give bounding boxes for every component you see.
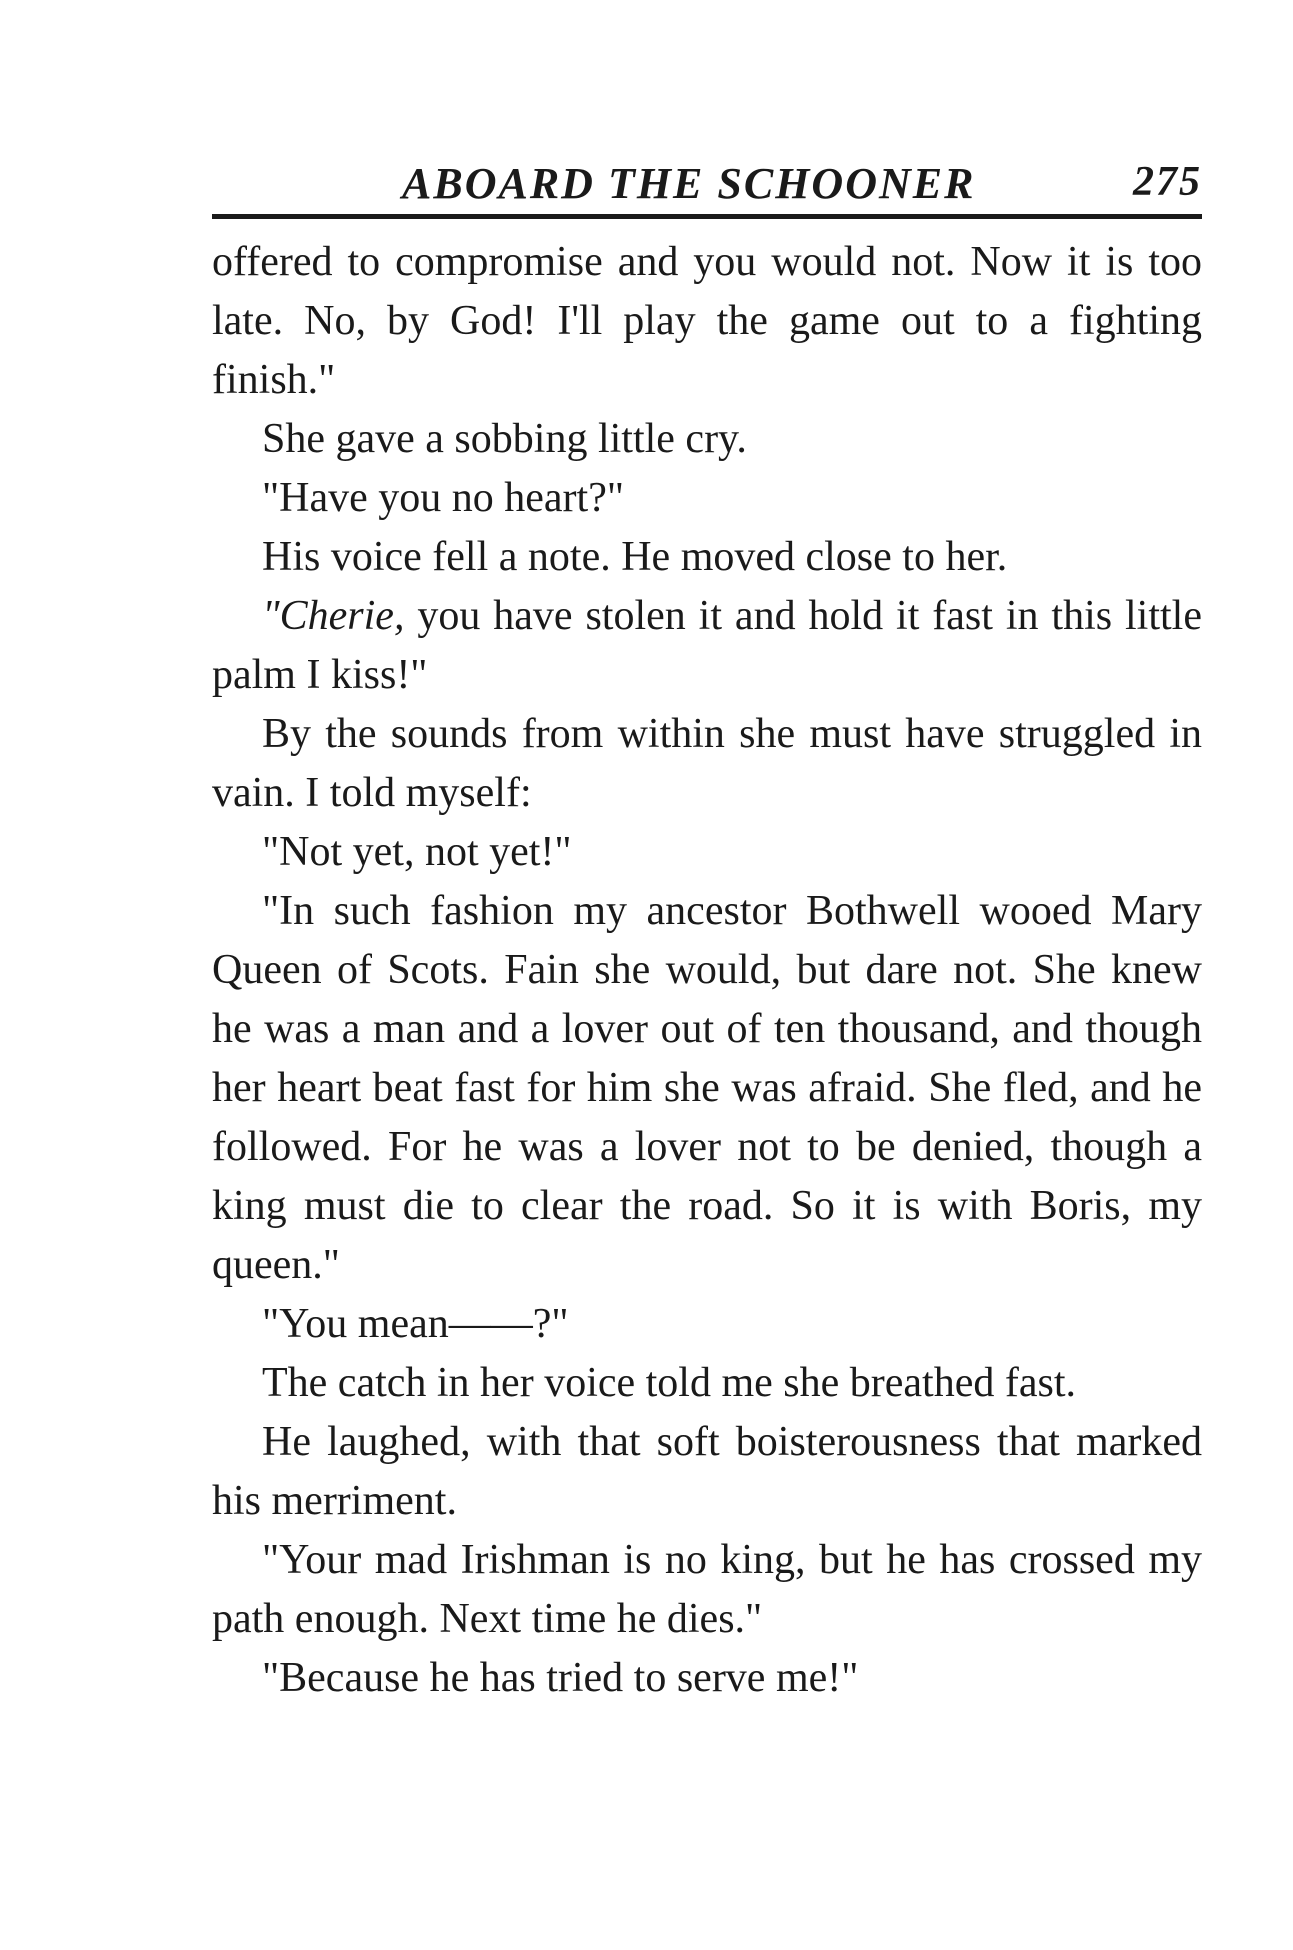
- body-text: [212, 233, 1202, 1708]
- paragraph-text: you have stolen it and hold it fast in this little palm I kiss!": [212, 593, 1202, 698]
- paragraph: "You mean——?": [262, 1301, 569, 1347]
- paragraph: "In such fashion my ancestor Bothwell wooed Mary Queen of Scots. Fain she would, but dare not. She knew he was a man and a lover out of ten thousand, and though her heart beat fast for him she was afraid. She fled, and he followed. For he was a lover not to be denied, though a king must die to clear the road. So it is with Boris, my queen.": [212, 888, 1202, 1288]
- paragraph: His voice fell a note. He moved close to her.: [262, 534, 1008, 580]
- paragraph: offered to compromise and you would not. Now it is too late. No, by God! I'll play the game out to a fighting finish.": [212, 239, 1202, 403]
- header-rule: [212, 214, 1202, 219]
- running-head: [212, 150, 1202, 206]
- paragraph: [212, 587, 1202, 705]
- paragraph: "Have you no heart?": [262, 475, 624, 521]
- paragraph: "Not yet, not yet!": [262, 829, 572, 875]
- paragraph: "Because he has tried to serve me!": [262, 1655, 859, 1701]
- paragraph: "Your mad Irishman is no king, but he has crossed my path enough. Next time he dies.": [212, 1537, 1202, 1642]
- paragraph: She gave a sobbing little cry.: [262, 416, 747, 462]
- italic-endearment: "Cherie,: [262, 593, 405, 639]
- book-page: [212, 150, 1202, 1708]
- paragraph: By the sounds from within she must have struggled in vain. I told myself:: [212, 711, 1202, 816]
- running-title: ABOARD THE SCHOONER: [402, 159, 976, 208]
- paragraph: The catch in her voice told me she breathed fast.: [262, 1360, 1076, 1406]
- page-number: 275: [1133, 159, 1202, 205]
- paragraph: He laughed, with that soft boisterousness that marked his merriment.: [212, 1419, 1202, 1524]
